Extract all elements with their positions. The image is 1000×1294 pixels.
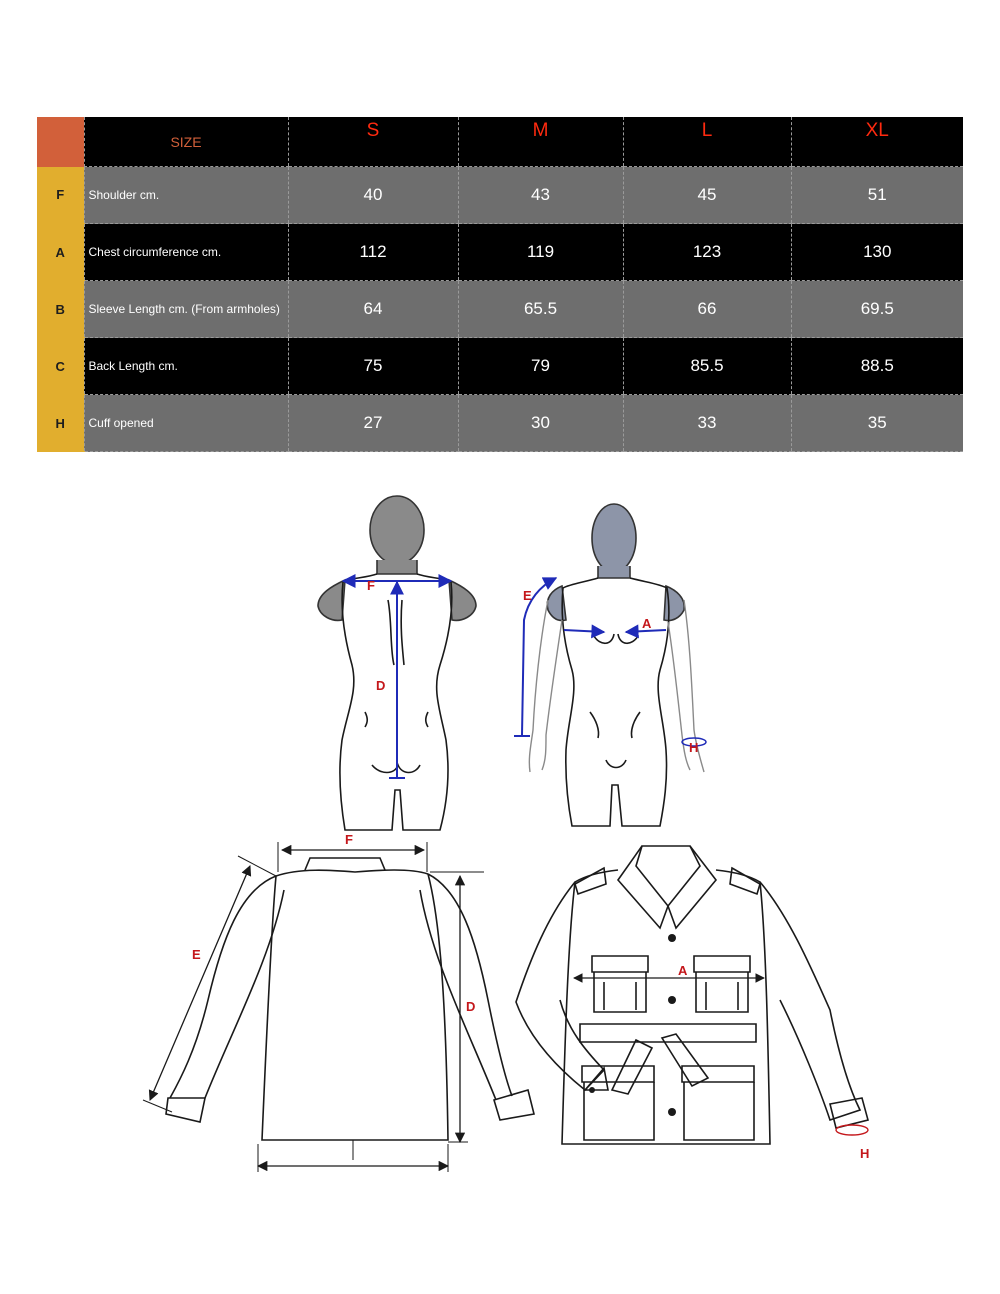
jacket-chest-label: A bbox=[678, 963, 688, 978]
front-mannequin bbox=[547, 504, 684, 826]
value-cell: 43 bbox=[458, 167, 623, 224]
table-row bbox=[37, 224, 963, 281]
cuff-measure-ring-jacket bbox=[836, 1125, 868, 1135]
value-cell: 69.5 bbox=[791, 281, 963, 338]
jacket-sleeve-dimension bbox=[150, 866, 250, 1100]
jacket-sleeve-label: E bbox=[192, 947, 201, 962]
value-cell: 65.5 bbox=[458, 281, 623, 338]
jacket-back-drawing bbox=[166, 858, 534, 1140]
back-length-label: D bbox=[376, 678, 386, 693]
jacket-shoulder-label: F bbox=[345, 832, 353, 847]
size-xl-header: XL bbox=[791, 117, 963, 167]
table-row bbox=[37, 167, 963, 224]
row-label: Sleeve Length cm. (From armholes) bbox=[84, 281, 288, 338]
value-cell: 51 bbox=[791, 167, 963, 224]
value-cell: 75 bbox=[288, 338, 458, 395]
value-cell: 85.5 bbox=[623, 338, 791, 395]
value-cell: 64 bbox=[288, 281, 458, 338]
value-cell: 79 bbox=[458, 338, 623, 395]
size-chart-table bbox=[37, 117, 963, 452]
jacket-cuff-label: H bbox=[860, 1146, 870, 1161]
value-cell: 45 bbox=[623, 167, 791, 224]
row-code: F bbox=[37, 167, 84, 224]
size-header: SIZE bbox=[84, 117, 288, 167]
measurement-diagram bbox=[0, 470, 1000, 1190]
header-corner-cell bbox=[37, 117, 84, 167]
table-row bbox=[37, 395, 963, 452]
table-row bbox=[37, 281, 963, 338]
mannequin-head-back bbox=[370, 496, 424, 564]
back-shoulder-label: F bbox=[367, 578, 375, 593]
jacket-length-label: D bbox=[466, 999, 476, 1014]
value-cell: 30 bbox=[458, 395, 623, 452]
table-row bbox=[37, 338, 963, 395]
row-code: C bbox=[37, 338, 84, 395]
value-cell: 119 bbox=[458, 224, 623, 281]
value-cell: 40 bbox=[288, 167, 458, 224]
row-label: Shoulder cm. bbox=[84, 167, 288, 224]
mannequin-head-front bbox=[592, 504, 636, 572]
value-cell: 66 bbox=[623, 281, 791, 338]
row-label: Chest circumference cm. bbox=[84, 224, 288, 281]
size-s-header: S bbox=[288, 117, 458, 167]
jacket-buttons bbox=[589, 934, 676, 1116]
value-cell: 35 bbox=[791, 395, 963, 452]
value-cell: 130 bbox=[791, 224, 963, 281]
size-l-header: L bbox=[623, 117, 791, 167]
value-cell: 123 bbox=[623, 224, 791, 281]
value-cell: 112 bbox=[288, 224, 458, 281]
value-cell: 27 bbox=[288, 395, 458, 452]
row-label: Cuff opened bbox=[84, 395, 288, 452]
table-header-row bbox=[37, 117, 963, 167]
front-sleeve-label: E bbox=[523, 588, 532, 603]
size-m-header: M bbox=[458, 117, 623, 167]
front-cuff-label: H bbox=[689, 740, 699, 755]
value-cell: 88.5 bbox=[791, 338, 963, 395]
row-label: Back Length cm. bbox=[84, 338, 288, 395]
jacket-front-drawing bbox=[516, 846, 868, 1144]
row-code: A bbox=[37, 224, 84, 281]
row-code: B bbox=[37, 281, 84, 338]
value-cell: 33 bbox=[623, 395, 791, 452]
front-chest-label: A bbox=[642, 616, 652, 631]
row-code: H bbox=[37, 395, 84, 452]
chest-measure-line-left bbox=[564, 630, 604, 632]
front-arms bbox=[529, 600, 704, 772]
